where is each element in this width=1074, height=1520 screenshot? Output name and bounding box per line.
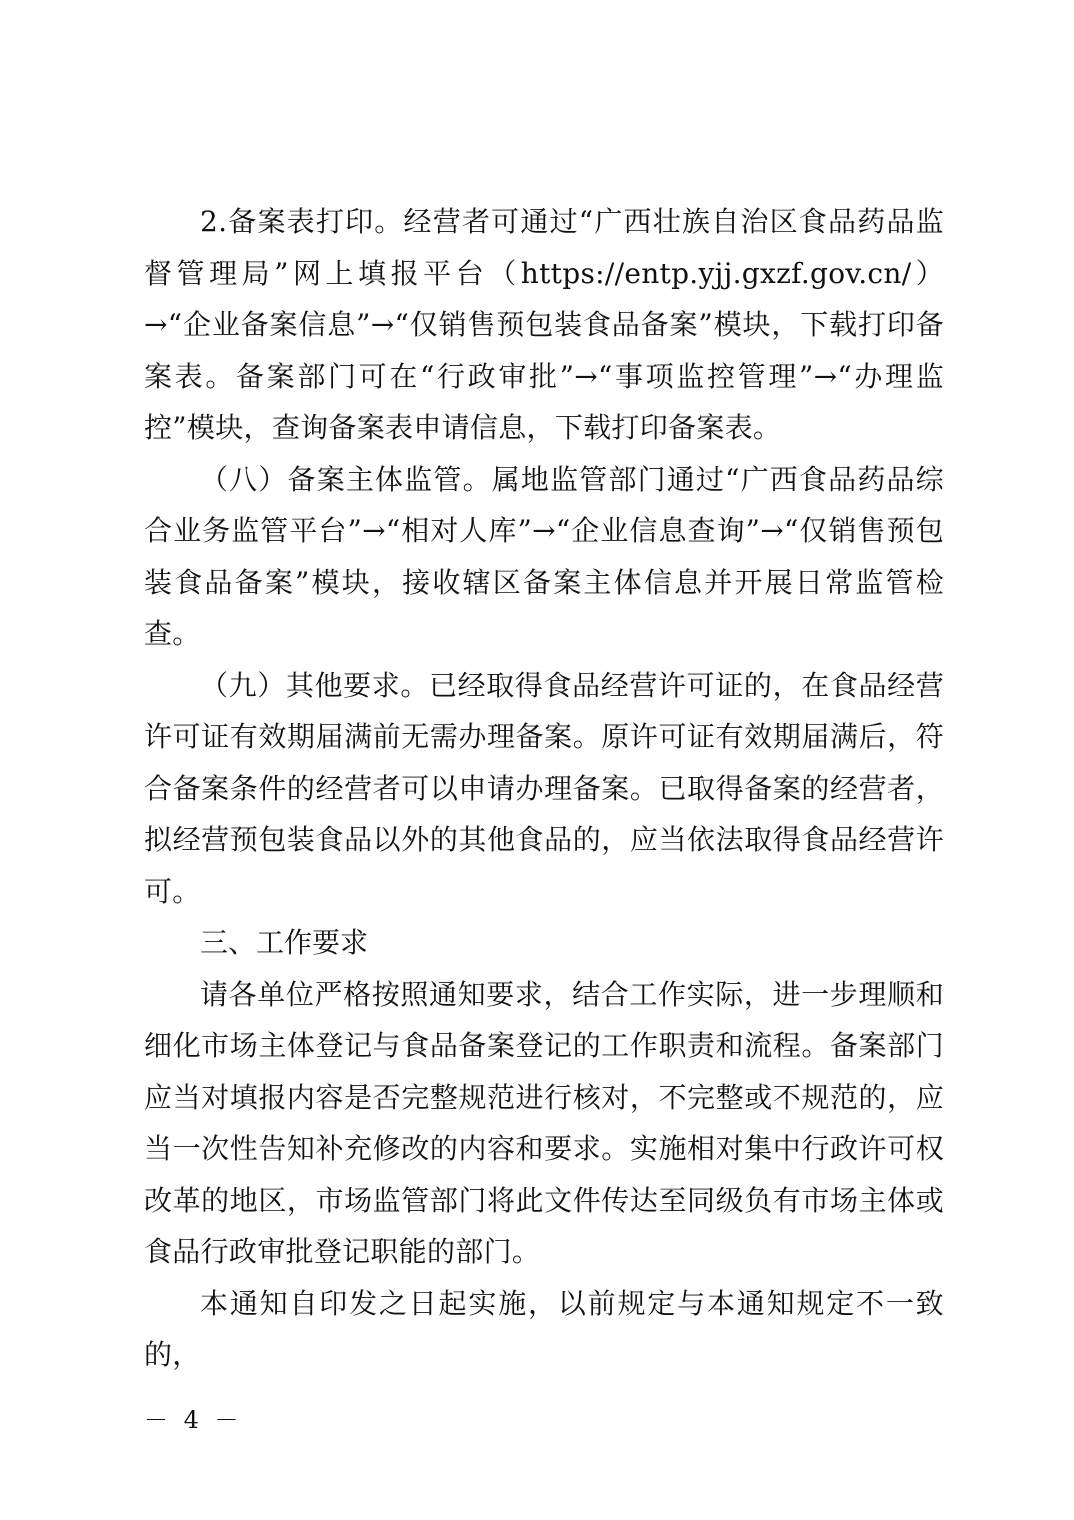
section-9-text: 已经取得食品经营许可证的，在食品经营许可证有效期届满前无需办理备案。原许可证有效期届满后，符合备案条件的经营者可以申请办理备案。已取得备案的经营者，拟经营预包装食品以外的其他食品的，应当依法取得食品经营许可。 [144,668,945,908]
paragraph-section-8 [144,454,944,660]
section-heading-work-requirements: 三、工作要求 [200,926,369,959]
paragraph-section-9 [144,660,944,918]
section-9-heading: （九）其他要求。 [200,668,430,702]
paragraph-work-requirements: 请各单位严格按照通知要求，结合工作实际，进一步理顺和细化市场主体登记与食品备案登记的工作职责和流程。备案部门应当对填报内容是否完整规范进行核对，不完整或不规范的，应当一次性告知补充修改的内容和要求。实施相对集中行政许可权改革的地区，市场监管部门将此文件传达至同级负有市场主体或食品行政审批登记职能的部门。 [144,977,944,1268]
page-number: － 4 － [144,1406,243,1434]
document-body [144,196,944,1381]
paragraph-effective-date: 本通知自印发之日起实施，以前规定与本通知规定不一致的， [144,1286,944,1371]
section-8-text: 属地监管部门通过“广西食品药品综合业务监管平台”→“相对人库”→“企业信息查询”→“仅销售预包装食品备案”模块，接收辖区备案主体信息并开展日常监管检查。 [144,462,944,650]
paragraph-record-form-printing: 2.备案表打印。经营者可通过“广西壮族自治区食品药品监督管理局”网上填报平台（https://entp.yjj.gxzf.gov.cn/）→“企业备案信息”→“仅销售预包装食品备案”模块，下载打印备案表。备案部门可在“行政审批”→“事项监控管理”→“办理监控”模块，查询备案表申请信息，下载打印备案表。 [144,205,944,444]
section-8-heading: （八）备案主体监管。 [200,462,492,496]
